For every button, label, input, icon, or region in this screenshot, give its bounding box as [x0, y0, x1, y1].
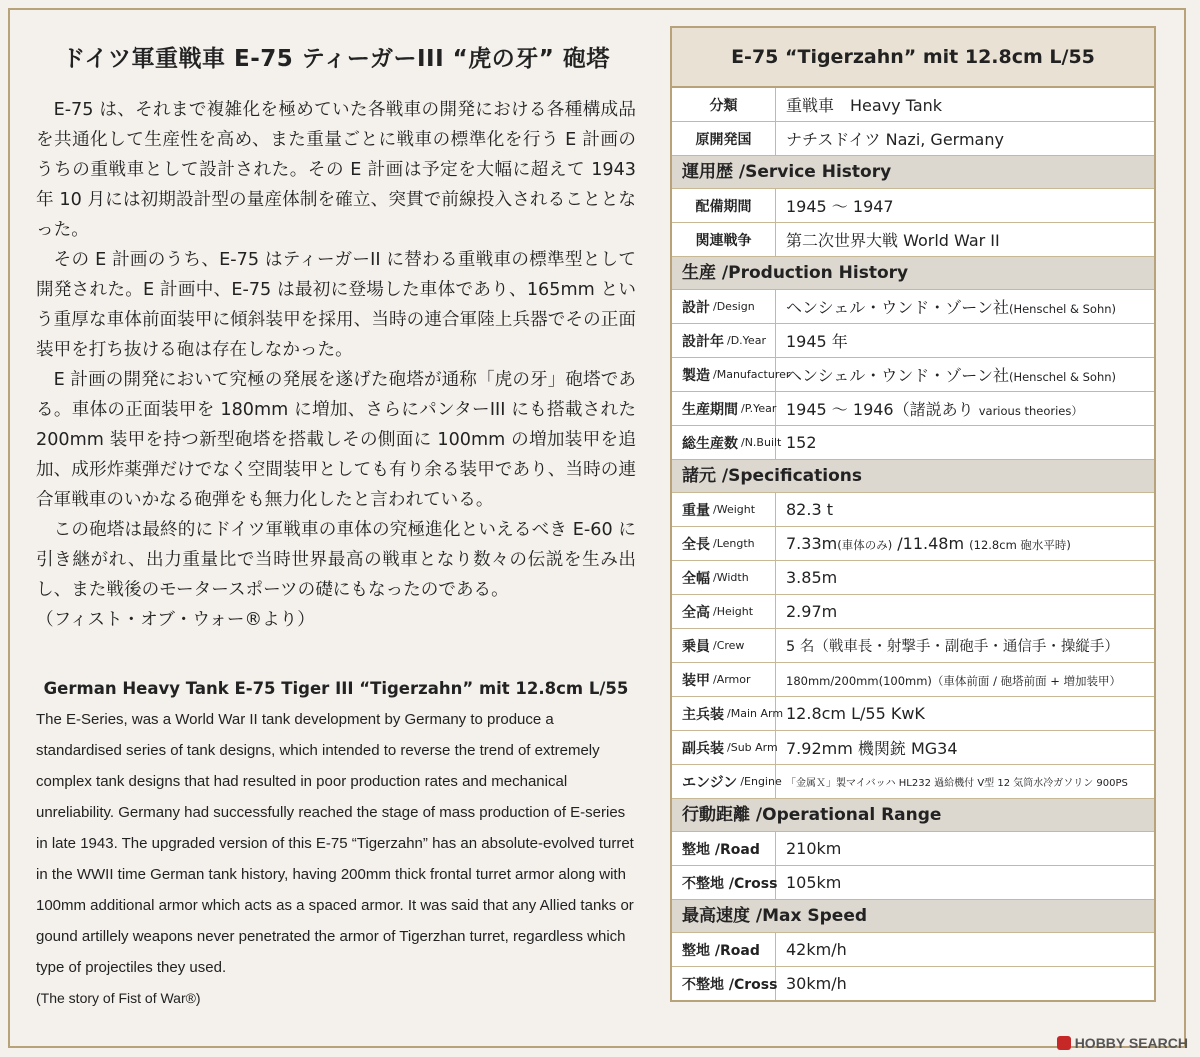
- spec-label: 乗員 /Crew: [672, 629, 776, 662]
- jp-title: ドイツ軍重戦車 E-75 ティーガーIII “虎の牙” 砲塔: [62, 46, 610, 72]
- jp-source: （フィスト・オブ・ウォー®より）: [36, 610, 315, 630]
- spec-row: [672, 595, 1154, 629]
- spec-label: 副兵装 /Sub Arm: [672, 731, 776, 764]
- spec-label: 生産期間 /P.Year: [672, 392, 776, 425]
- spec-label: エンジン /Engine: [672, 765, 776, 798]
- spec-value: 7.33m(車体のみ) /11.48m (12.8cm 砲水平時): [786, 534, 1071, 553]
- spec-row: [672, 88, 1154, 122]
- spec-value: 1945 年: [786, 332, 848, 351]
- spec-value: 1945 ～ 1947: [786, 197, 894, 216]
- spec-row: [672, 866, 1154, 900]
- jp-paragraph: E-75 は、それまで複雑化を極めていた各戦車の開発における各種構成品を共通化して生産性を高め、また重量ごとに戦車の標準化を行う E 計画のうちの重戦車として設計された。その E 計画は予定を大幅に超えて 1943 年 10 月には初期設計型の量産体制を確立、突貫で前線投入されることとなった。: [36, 100, 636, 240]
- spec-label: 分類: [672, 88, 776, 121]
- section-operational-range: 行動距離 /Operational Range: [672, 799, 1154, 832]
- jp-description: [36, 95, 636, 635]
- spec-value: 210km: [786, 839, 842, 858]
- hobby-search-logo-icon: [1057, 1036, 1071, 1050]
- description-column: [36, 40, 636, 1014]
- spec-row: [672, 358, 1154, 392]
- spec-row: [672, 426, 1154, 460]
- section-specifications: 諸元 /Specifications: [672, 460, 1154, 493]
- spec-value: 2.97m: [786, 602, 838, 621]
- spec-row: [672, 324, 1154, 358]
- spec-label: 設計年 /D.Year: [672, 324, 776, 357]
- spec-label: 不整地 /Cross: [672, 967, 776, 1000]
- spec-label: 整地 /Road: [672, 933, 776, 966]
- spec-row: [672, 290, 1154, 324]
- spec-value: 82.3 t: [786, 500, 833, 519]
- spec-row: [672, 697, 1154, 731]
- spec-row: [672, 223, 1154, 257]
- spec-row: [672, 832, 1154, 866]
- spec-label: 重量 /Weight: [672, 493, 776, 526]
- spec-value: 3.85m: [786, 568, 838, 587]
- spec-label: 不整地 /Cross: [672, 866, 776, 899]
- spec-value: 180mm/200mm(100mm)（車体前面 / 砲塔前面 + 増加装甲）: [786, 674, 1122, 688]
- watermark: HOBBY SEARCH: [1057, 1035, 1188, 1051]
- jp-paragraph: E 計画の開発において究極の発展を遂げた砲塔が通称「虎の牙」砲塔である。車体の正面装甲を 180mm に増加、さらにパンターIII にも搭載された 200mm 装甲を持つ新型砲塔を搭載しその側面に 100mm の増加装甲を追加、成形炸薬弾だけでなく空間装甲としても有り余る装甲であり、当時の連合軍戦車のいかなる砲弾をも無力化したと言われている。: [36, 370, 636, 510]
- section-production-history: 生産 /Production History: [672, 257, 1154, 290]
- jp-paragraph: この砲塔は最終的にドイツ軍戦車の車体の究極進化といえるべき E-60 に引き継がれ、出力重量比で当時世界最高の戦車となり数々の伝説を生み出し、また戦後のモータースポーツの礎にもなったのである。: [36, 520, 636, 600]
- spec-label: 整地 /Road: [672, 832, 776, 865]
- spec-row: [672, 493, 1154, 527]
- jp-paragraph: その E 計画のうち、E-75 はティーガーII に替わる重戦車の標準型として開発された。E 計画中、E-75 は最初に登場した車体であり、165mm という重厚な車体前面装甲に傾斜装甲を採用、当時の連合軍陸上兵器でその正面装甲を打ち抜ける砲は存在しなかった。: [36, 250, 636, 360]
- en-description: [36, 704, 636, 1014]
- spec-value: 1945 ～ 1946（諸説あり various theories）: [786, 400, 1083, 419]
- spec-label: 主兵装 /Main Arm: [672, 697, 776, 730]
- spec-label: 全幅 /Width: [672, 561, 776, 594]
- spec-row: [672, 933, 1154, 967]
- en-source: (The story of Fist of War®): [36, 990, 201, 1006]
- spec-row: [672, 527, 1154, 561]
- spec-row: [672, 731, 1154, 765]
- spec-value: 152: [786, 433, 817, 452]
- spec-label: 関連戦争: [672, 223, 776, 256]
- spec-row: [672, 663, 1154, 697]
- spec-value: ナチスドイツ Nazi, Germany: [786, 130, 1004, 149]
- spec-label: 総生産数 /N.Built: [672, 426, 776, 459]
- spec-value: 7.92mm 機関銃 MG34: [786, 739, 958, 758]
- en-title: German Heavy Tank E-75 Tiger III “Tigerzahn” mit 12.8cm L/55: [43, 679, 629, 698]
- spec-label: 設計 /Design: [672, 290, 776, 323]
- spec-label: 全高 /Height: [672, 595, 776, 628]
- spec-value: 42km/h: [786, 940, 847, 959]
- spec-table: [670, 26, 1156, 1002]
- spec-value: ヘンシェル・ウンド・ゾーン社(Henschel & Sohn): [786, 298, 1117, 317]
- spec-label: 全長 /Length: [672, 527, 776, 560]
- spec-row: [672, 629, 1154, 663]
- spec-label: 装甲 /Armor: [672, 663, 776, 696]
- spec-value: 重戦車 Heavy Tank: [786, 96, 943, 115]
- spec-value: 12.8cm L/55 KwK: [786, 704, 925, 723]
- spec-value: 30km/h: [786, 974, 847, 993]
- spec-row: [672, 392, 1154, 426]
- spec-label: 製造 /Manufacturer: [672, 358, 776, 391]
- spec-row: [672, 765, 1154, 799]
- spec-value: 「金属Ｘ」製マイバッハ HL232 過給機付 V型 12 気筒水冷ガソリン 900PS: [786, 778, 1128, 789]
- spec-value: 第二次世界大戦 World War II: [786, 231, 1000, 250]
- spec-label: 原開発国: [672, 122, 776, 155]
- spec-row: [672, 967, 1154, 1000]
- spec-label: 配備期間: [672, 189, 776, 222]
- spec-row: [672, 189, 1154, 223]
- en-paragraph: The E-Series, was a World War II tank development by Germany to produce a standardised series of tank designs, which intended to reverse the trend of extremely complex tank designs that had resulted in poor production rates and mechanical unreliability. Germany had successfully reached the stage of mass production of E-series in late 1943. The upgraded version of this E-75 “Tigerzahn” has an absolute-evolved turret in the WWII time German tank history, having 200mm thick frontal turret armor along with 100mm additional armor which acts as a spaced armor. It was said that any Allied tanks or gound artillely weapons never penetrated the armor of Tigerzhan turret, regardless which type of projectiles they used.: [36, 711, 634, 976]
- spec-value: ヘンシェル・ウンド・ゾーン社(Henschel & Sohn): [786, 366, 1117, 385]
- spec-row: [672, 561, 1154, 595]
- spec-title: E-75 “Tigerzahn” mit 12.8cm L/55: [672, 28, 1154, 88]
- section-max-speed: 最高速度 /Max Speed: [672, 900, 1154, 933]
- spec-row: [672, 122, 1154, 156]
- section-service-history: 運用歴 /Service History: [672, 156, 1154, 189]
- spec-value: 5 名（戦車長・射撃手・副砲手・通信手・操縦手）: [786, 639, 1119, 655]
- spec-value: 105km: [786, 873, 842, 892]
